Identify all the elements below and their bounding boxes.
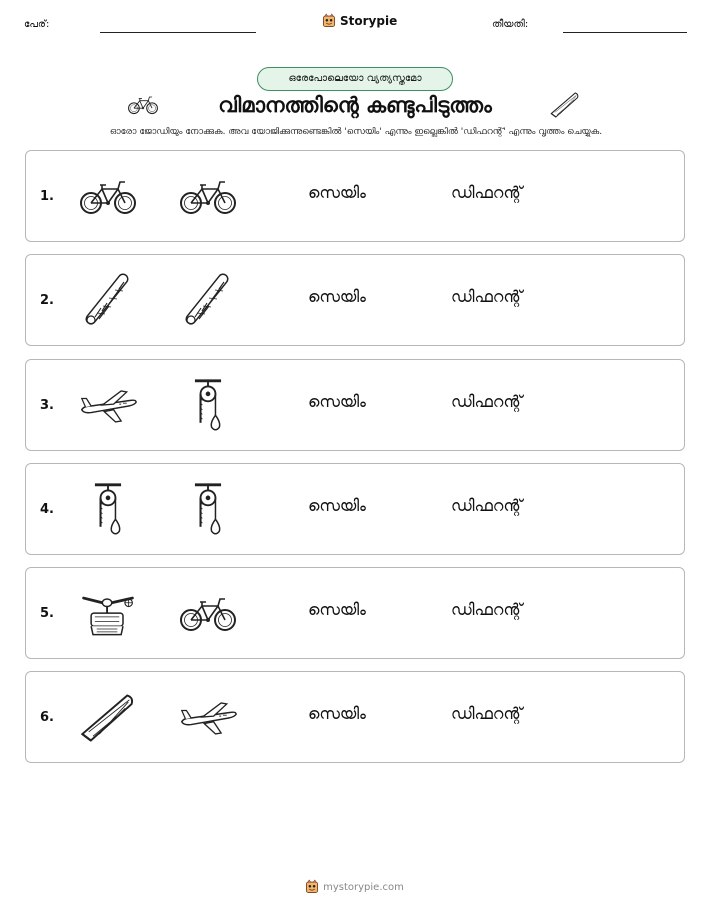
different-option[interactable]: ഡിഫറന്റ് xyxy=(451,392,523,411)
same-option[interactable]: സെയിം xyxy=(308,600,366,619)
question-number: 3. xyxy=(40,398,54,413)
date-label: തീയതി: xyxy=(492,19,529,30)
question-row-3 xyxy=(25,359,685,451)
pulley-icon xyxy=(178,482,238,538)
brand-logo xyxy=(322,13,397,29)
bicycle-icon xyxy=(178,169,238,225)
question-number: 1. xyxy=(40,189,54,204)
glider-wing-icon xyxy=(549,90,581,120)
different-option[interactable]: ഡിഫറന്റ് xyxy=(451,496,523,515)
name-label: പേര്: xyxy=(24,19,50,30)
same-option[interactable]: സെയിം xyxy=(308,287,366,306)
airplane-icon xyxy=(178,690,238,746)
storypie-mascot-icon xyxy=(305,879,319,895)
bicycle-icon xyxy=(127,94,159,116)
worksheet-header xyxy=(0,0,709,40)
footer xyxy=(0,879,709,895)
question-number: 5. xyxy=(40,606,54,621)
storypie-mascot-icon xyxy=(322,13,336,29)
pulley-icon xyxy=(178,378,238,434)
different-option[interactable]: ഡിഫറന്റ് xyxy=(451,704,523,723)
rope-icon xyxy=(178,273,238,329)
question-row-4 xyxy=(25,463,685,555)
name-write-line[interactable] xyxy=(100,32,256,33)
question-row-6 xyxy=(25,671,685,763)
brand-name: Storypie xyxy=(340,14,398,28)
propeller-engine-icon xyxy=(78,586,138,642)
title-row xyxy=(0,90,709,124)
pulley-icon xyxy=(78,482,138,538)
page-title: വിമാനത്തിന്റെ കണ്ടുപിടുത്തം xyxy=(218,93,492,117)
worksheet-subtitle: ഒരേപോലെയോ വ്യത്യസ്തമോ xyxy=(257,67,453,91)
question-row-1 xyxy=(25,150,685,242)
airplane-icon xyxy=(78,378,138,434)
different-option[interactable]: ഡിഫറന്റ് xyxy=(451,600,523,619)
question-number: 6. xyxy=(40,710,54,725)
footer-url: mystorypie.com xyxy=(323,881,404,893)
question-row-2 xyxy=(25,254,685,346)
question-number: 4. xyxy=(40,502,54,517)
date-write-line[interactable] xyxy=(563,32,687,33)
different-option[interactable]: ഡിഫറന്റ് xyxy=(451,287,523,306)
rope-icon xyxy=(78,273,138,329)
instructions: ഓരോ ജോഡിയും നോക്കുക. അവ യോജിക്കുന്നുണ്ടെങ്കിൽ 'സെയിം' എന്നും ഇല്ലെങ്കിൽ 'ഡിഫറന്റ്' എന്നും വൃത്തം ചെയ്യുക. xyxy=(109,127,603,137)
same-option[interactable]: സെയിം xyxy=(308,392,366,411)
question-number: 2. xyxy=(40,293,54,308)
same-option[interactable]: സെയിം xyxy=(308,183,366,202)
bicycle-icon xyxy=(178,586,238,642)
same-option[interactable]: സെയിം xyxy=(308,704,366,723)
glider-wing-icon xyxy=(78,690,138,746)
bicycle-icon xyxy=(78,169,138,225)
same-option[interactable]: സെയിം xyxy=(308,496,366,515)
question-row-5 xyxy=(25,567,685,659)
different-option[interactable]: ഡിഫറന്റ് xyxy=(451,183,523,202)
